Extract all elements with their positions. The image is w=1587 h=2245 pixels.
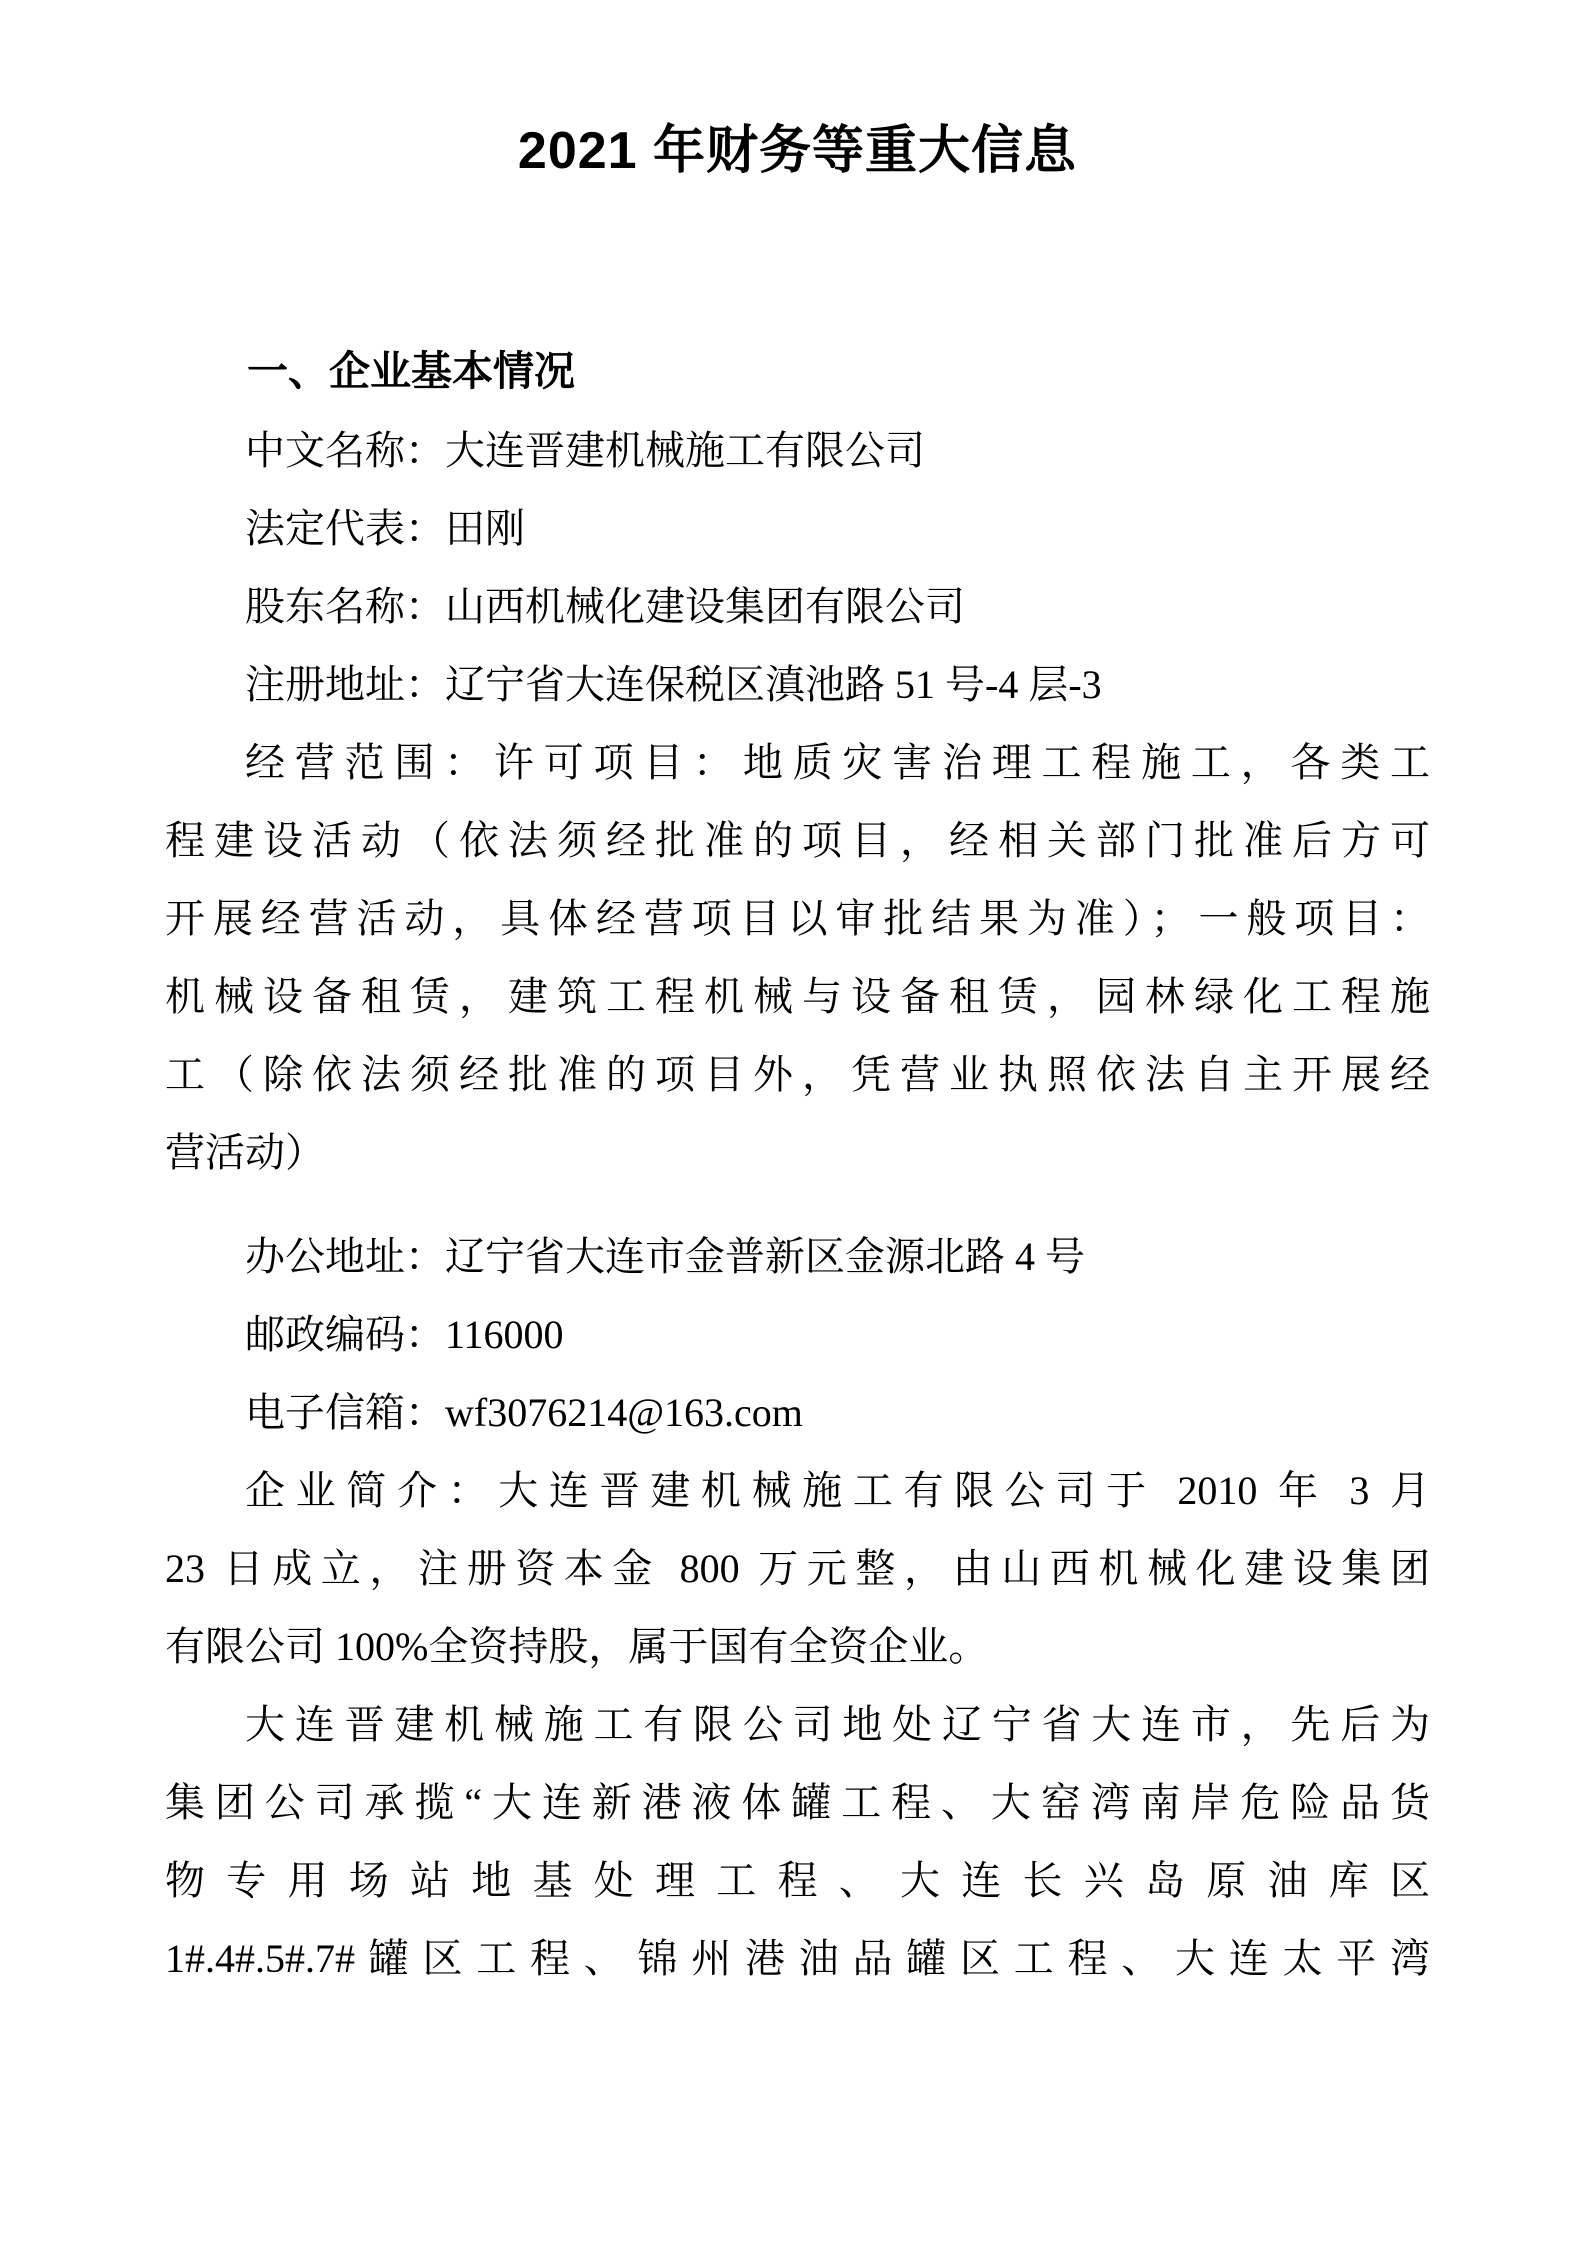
text-line: 程建设活动（依法须经批准的项目，经相关部门批准后方可 — [165, 818, 1430, 863]
text-line: 机械设备租赁，建筑工程机械与设备租赁，园林绿化工程施 — [165, 974, 1430, 1019]
text-line: 集团公司承揽“大连新港液体罐工程、大窑湾南岸危险品货 — [165, 1780, 1430, 1825]
text-line: 物专用场站地基处理工程、大连长兴岛原油库区 — [165, 1858, 1430, 1903]
section-heading: 一、企业基本情况 — [247, 348, 575, 394]
text-line: 中文名称：大连晋建机械施工有限公司 — [245, 428, 925, 473]
text-line: 经营范围：许可项目：地质灾害治理工程施工，各类工 — [245, 740, 1430, 785]
text-line: 企业简介：大连晋建机械施工有限公司于 2010 年 3 月 — [245, 1468, 1430, 1513]
document-title: 2021 年财务等重大信息 — [517, 122, 1078, 180]
text-line: 电子信箱：wf3076214@163.com — [245, 1390, 803, 1435]
text-line: 注册地址：辽宁省大连保税区滇池路 51 号-4 层-3 — [245, 662, 1102, 707]
text-line: 股东名称：山西机械化建设集团有限公司 — [245, 584, 965, 629]
text-line: 1#.4#.5#.7#罐区工程、锦州港油品罐区工程、大连太平湾 — [165, 1936, 1430, 1981]
text-line: 工（除依法须经批准的项目外，凭营业执照依法自主开展经 — [165, 1052, 1430, 1097]
text-line: 邮政编码：116000 — [245, 1312, 564, 1357]
text-line: 法定代表：田刚 — [245, 506, 525, 551]
document-body — [165, 412, 1430, 1998]
text-line: 23 日成立，注册资本金 800 万元整，由山西机械化建设集团 — [165, 1546, 1430, 1591]
text-line: 营活动） — [165, 1130, 325, 1175]
text-line: 大连晋建机械施工有限公司地处辽宁省大连市，先后为 — [245, 1702, 1430, 1747]
text-line: 开展经营活动，具体经营项目以审批结果为准）；一般项目： — [165, 896, 1430, 941]
text-line: 办公地址：辽宁省大连市金普新区金源北路 4 号 — [245, 1234, 1085, 1279]
text-line: 有限公司 100%全资持股，属于国有全资企业。 — [165, 1624, 989, 1669]
